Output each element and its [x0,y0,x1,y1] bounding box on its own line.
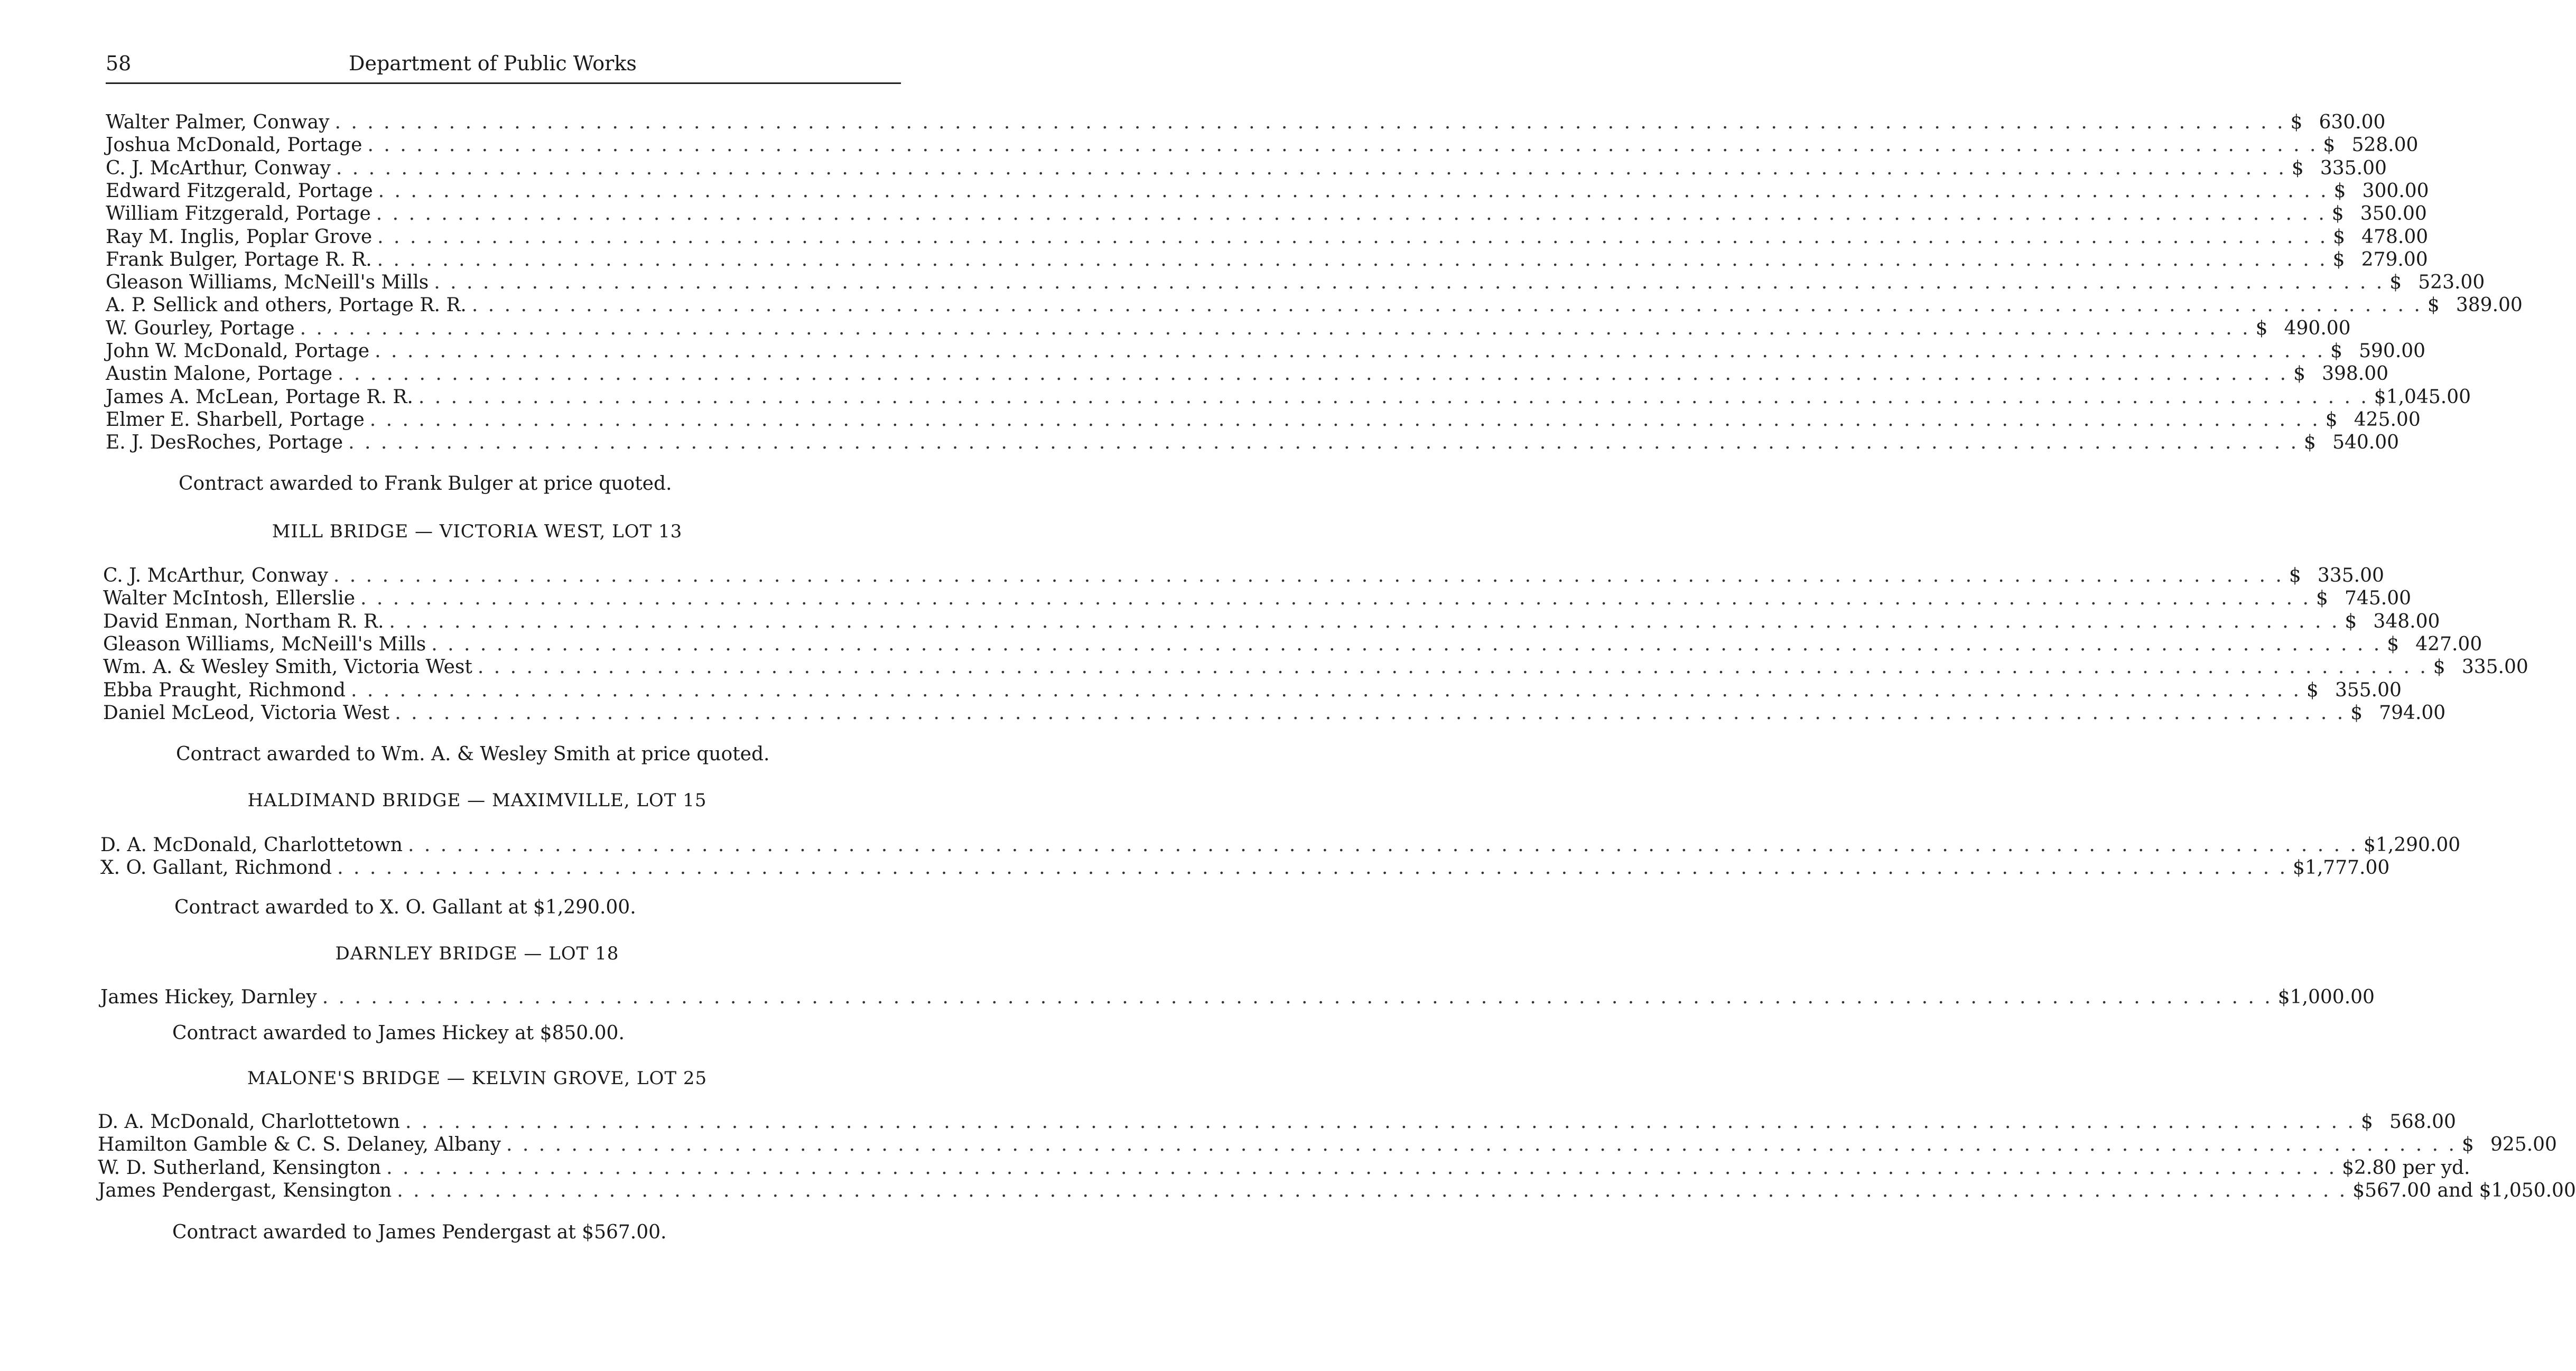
contract-award-note: Contract awarded to James Pendergast at $567.00. [172,1221,667,1243]
tender-row [106,248,2428,271]
amount-value: 540.00 [2332,432,2400,454]
dot-leader: . . . . . . . . . . . . . . . . . . . . . . . . . . . . . . . . . . . . . . . . . . . . . . . . . . . . . . . . . . . . . . . . . . . . . . . . . . . . . . . . . . . . . . . . . . . . . . . . . . . . . . . . . . . . . . . . . . . . . . . . [334,111,2285,133]
dot-leader: . . . . . . . . . . . . . . . . . . . . . . . . . . . . . . . . . . . . . . . . . . . . . . . . . . . . . . . . . . . . . . . . . . . . . . . . . . . . . . . . . . . . . . . . . . . . . . . . . . . . . . . . . . . . . . . . . . . . . . . . [333,565,2284,586]
tenderer-name: Ray M. Inglis, Poplar Grove [106,226,373,248]
dollar-sign: $ [2316,587,2328,610]
amount-value: 528.00 [2351,134,2419,156]
dot-leader: . . . . . . . . . . . . . . . . . . . . . . . . . . . . . . . . . . . . . . . . . . . . . . . . . . . . . . . . . . . . . . . . . . . . . . . . . . . . . . . . . . . . . . . . . . . . . . . . . . . . . . . . . . . . . . . . . . . . . . . . [389,610,2340,632]
amount-value: $2.80 per yd. [2342,1157,2470,1179]
tender-row [106,340,2426,362]
tender-row [106,157,2387,180]
tender-row [106,271,2485,294]
tender-amount [2327,202,2427,225]
tender-row [100,856,2390,879]
tenderer-name: Elmer E. Sharbell, Portage [106,408,365,431]
tender-amount [2284,564,2384,587]
section-heading: MALONE'S BRIDGE — KELVIN GROVE, LOT 25 [247,1068,708,1089]
tender-row [106,317,2351,340]
amount-value: 389.00 [2456,294,2523,316]
dot-leader: . . . . . . . . . . . . . . . . . . . . . . . . . . . . . . . . . . . . . . . . . . . . . . . . . . . . . . . . . . . . . . . . . . . . . . . . . . . . . . . . . . . . . . . . . . . . . . . . . . . . . . . . . . . . . . . . . . . . . . . . [506,1134,2457,1156]
tenderer-name: Joshua McDonald, Portage [106,134,362,156]
tenderer-name: D. A. McDonald, Charlottetown [100,834,403,856]
dollar-sign: $ [2345,610,2357,632]
tender-row [106,180,2429,202]
tender-row [103,679,2402,702]
tender-row [103,564,2384,587]
tender-row [98,1179,2576,1202]
contract-award-note: Contract awarded to James Hickey at $850.00. [172,1022,625,1044]
tenderer-name: C. J. McArthur, Conway [103,565,328,586]
tender-row [106,202,2427,225]
tender-amount [2428,656,2528,678]
tender-row [106,408,2421,431]
dollar-sign: $ [2389,272,2402,294]
contract-award-note: Contract awarded to Wm. A. & Wesley Smith at price quoted. [176,743,770,765]
amount-value: 745.00 [2345,587,2411,610]
tender-row [103,633,2482,656]
dot-leader: . . . . . . . . . . . . . . . . . . . . . . . . . . . . . . . . . . . . . . . . . . . . . . . . . . . . . . . . . . . . . . . . . . . . . . . . . . . . . . . . . . . . . . . . . . . . . . . . . . . . . . . . . . . . . . . . . . . . . . . . [336,157,2286,179]
dot-leader: . . . . . . . . . . . . . . . . . . . . . . . . . . . . . . . . . . . . . . . . . . . . . . . . . . . . . . . . . . . . . . . . . . . . . . . . . . . . . . . . . . . . . . . . . . . . . . . . . . . . . . . . . . . . . . . . . . . . . . . . [367,134,2318,156]
amount-value: 478.00 [2361,226,2429,248]
tender-row [106,226,2429,248]
amount-value: 590.00 [2359,340,2426,362]
dollar-sign: $ [2304,432,2316,454]
dollar-sign: $ [2255,317,2268,339]
dot-leader: . . . . . . . . . . . . . . . . . . . . . . . . . . . . . . . . . . . . . . . . . . . . . . . . . . . . . . . . . . . . . . . . . . . . . . . . . . . . . . . . . . . . . . . . . . . . . . . . . . . . . . . . . . . . . . . . . . . . . . . . [376,203,2327,225]
dot-leader: . . . . . . . . . . . . . . . . . . . . . . . . . . . . . . . . . . . . . . . . . . . . . . . . . . . . . . . . . . . . . . . . . . . . . . . . . . . . . . . . . . . . . . . . . . . . . . . . . . . . . . . . . . . . . . . . . . . . . . . . [434,272,2385,294]
tender-row [103,610,2440,633]
dot-leader: . . . . . . . . . . . . . . . . . . . . . . . . . . . . . . . . . . . . . . . . . . . . . . . . . . . . . . . . . . . . . . . . . . . . . . . . . . . . . . . . . . . . . . . . . . . . . . . . . . . . . . . . . . . . . . . . . . . . . . . . [386,1157,2337,1179]
tender-row [106,386,2471,408]
tenderer-name: Gleason Williams, McNeill's Mills [103,633,426,655]
dollar-sign: $ [2333,180,2346,202]
dollar-sign: $ [2331,203,2344,225]
dollar-sign: $ [2387,633,2400,655]
dot-leader: . . . . . . . . . . . . . . . . . . . . . . . . . . . . . . . . . . . . . . . . . . . . . . . . . . . . . . . . . . . . . . . . . . . . . . . . . . . . . . . . . . . . . . . . . . . . . . . . . . . . . . . . . . . . . . . . . . . . . . . . [350,679,2301,701]
dollar-sign: $ [2289,565,2301,586]
dot-leader: . . . . . . . . . . . . . . . . . . . . . . . . . . . . . . . . . . . . . . . . . . . . . . . . . . . . . . . . . . . . . . . . . . . . . . . . . . . . . . . . . . . . . . . . . . . . . . . . . . . . . . . . . . . . . . . . . . . . . . . . [418,386,2369,408]
tender-row [106,111,2386,134]
dot-leader: . . . . . . . . . . . . . . . . . . . . . . . . . . . . . . . . . . . . . . . . . . . . . . . . . . . . . . . . . . . . . . . . . . . . . . . . . . . . . . . . . . . . . . . . . . . . . . . . . . . . . . . . . . . . . . . . . . . . . . . . [377,248,2328,271]
dollar-sign: $ [2360,1111,2373,1133]
tender-amount [2311,587,2411,610]
tenderer-name: Austin Malone, Portage [106,363,333,385]
dot-leader: . . . . . . . . . . . . . . . . . . . . . . . . . . . . . . . . . . . . . . . . . . . . . . . . . . . . . . . . . . . . . . . . . . . . . . . . . . . . . . . . . . . . . . . . . . . . . . . . . . . . . . . . . . . . . . . . . . . . . . . . [338,363,2289,385]
tender-amount [2273,986,2375,1009]
amount-value: 348.00 [2373,610,2440,632]
tender-row [103,656,2528,678]
tender-row [106,431,2400,454]
tender-amount [2286,157,2387,180]
dollar-sign: $ [2332,248,2345,271]
tender-amount [2384,271,2485,294]
amount-value: 398.00 [2322,363,2389,385]
tender-amount [2328,248,2428,271]
tenderer-name: Hamilton Gamble & C. S. Delaney, Albany [98,1134,501,1156]
dollar-sign: $ [2427,294,2440,316]
section-heading: HALDIMAND BRIDGE — MAXIMVILLE, LOT 15 [247,790,707,811]
dollar-sign: $ [2333,226,2346,248]
tenderer-name: Frank Bulger, Portage R. R. [106,248,372,271]
amount-value: 279.00 [2361,248,2428,271]
tenderer-name: Daniel McLeod, Victoria West [103,702,390,724]
contract-award-note: Contract awarded to Frank Bulger at price quoted. [179,473,672,495]
dollar-sign: $ [2293,363,2305,385]
tender-amount [2457,1133,2557,1156]
tender-amount [2285,111,2385,134]
tender-amount [2288,362,2388,385]
tenderer-name: James A. McLean, Portage R. R. [106,386,413,408]
tender-amount [2422,294,2523,316]
section-heading: MILL BRIDGE — VICTORIA WEST, LOT 13 [272,521,683,542]
amount-value: 427.00 [2415,633,2482,655]
tender-row [103,587,2411,610]
tenderer-name: D. A. McDonald, Charlottetown [98,1111,400,1133]
tender-amount [2299,431,2399,454]
amount-value: 925.00 [2490,1134,2557,1156]
amount-value: $1,045.00 [2374,386,2471,408]
amount-value: $1,000.00 [2277,986,2375,1008]
tender-amount [2356,1111,2456,1133]
tender-row [100,986,2375,1009]
section-heading: DARNLEY BRIDGE — LOT 18 [335,943,619,964]
dot-leader: . . . . . . . . . . . . . . . . . . . . . . . . . . . . . . . . . . . . . . . . . . . . . . . . . . . . . . . . . . . . . . . . . . . . . . . . . . . . . . . . . . . . . . . . . . . . . . . . . . . . . . . . . . . . . . . . . . . . . . . . [477,656,2428,678]
tender-amount [2358,834,2460,856]
tender-amount [2329,180,2429,202]
dot-leader: . . . . . . . . . . . . . . . . . . . . . . . . . . . . . . . . . . . . . . . . . . . . . . . . . . . . . . . . . . . . . . . . . . . . . . . . . . . . . . . . . . . . . . . . . . . . . . . . . . . . . . . . . . . . . . . . . . . . . . . . [407,834,2358,856]
amount-value: 335.00 [2317,565,2384,586]
tender-amount [2382,633,2482,656]
tender-amount [2320,408,2421,431]
dollar-sign: $ [2461,1134,2474,1156]
tender-amount [2250,317,2351,340]
tenderer-name: Gleason Williams, McNeill's Mills [106,272,429,294]
contract-award-note: Contract awarded to X. O. Gallant at $1,290.00. [174,897,636,918]
dot-leader: . . . . . . . . . . . . . . . . . . . . . . . . . . . . . . . . . . . . . . . . . . . . . . . . . . . . . . . . . . . . . . . . . . . . . . . . . . . . . . . . . . . . . . . . . . . . . . . . . . . . . . . . . . . . . . . . . . . . . . . . [395,702,2346,724]
dollar-sign: $ [2291,157,2304,179]
dot-leader: . . . . . . . . . . . . . . . . . . . . . . . . . . . . . . . . . . . . . . . . . . . . . . . . . . . . . . . . . . . . . . . . . . . . . . . . . . . . . . . . . . . . . . . . . . . . . . . . . . . . . . . . . . . . . . . . . . . . . . . . [322,986,2273,1008]
dot-leader: . . . . . . . . . . . . . . . . . . . . . . . . . . . . . . . . . . . . . . . . . . . . . . . . . . . . . . . . . . . . . . . . . . . . . . . . . . . . . . . . . . . . . . . . . . . . . . . . . . . . . . . . . . . . . . . . . . . . . . . . [369,408,2320,431]
tender-amount [2337,1157,2470,1179]
dollar-sign: $ [2290,111,2303,133]
amount-value: 490.00 [2284,317,2351,339]
tenderer-name: William Fitzgerald, Portage [106,203,371,225]
amount-value: 568.00 [2389,1111,2456,1133]
amount-value: $1,290.00 [2363,834,2461,856]
tender-row [98,1111,2456,1133]
running-header [106,49,901,84]
amount-value: $567.00 and $1,050.00 [2352,1179,2576,1201]
amount-value: 794.00 [2379,702,2446,724]
amount-value: 523.00 [2418,272,2485,294]
dot-leader: . . . . . . . . . . . . . . . . . . . . . . . . . . . . . . . . . . . . . . . . . . . . . . . . . . . . . . . . . . . . . . . . . . . . . . . . . . . . . . . . . . . . . . . . . . . . . . . . . . . . . . . . . . . . . . . . . . . . . . . . [405,1111,2356,1133]
dot-leader: . . . . . . . . . . . . . . . . . . . . . . . . . . . . . . . . . . . . . . . . . . . . . . . . . . . . . . . . . . . . . . . . . . . . . . . . . . . . . . . . . . . . . . . . . . . . . . . . . . . . . . . . . . . . . . . . . . . . . . . . [378,180,2329,202]
tender-row [106,362,2389,385]
dollar-sign: $ [2325,408,2338,431]
amount-value: 355.00 [2335,679,2402,701]
tenderer-name: E. J. DesRoches, Portage [106,432,343,454]
amount-value: 630.00 [2319,111,2386,133]
dollar-sign: $ [2306,679,2319,701]
amount-value: $1,777.00 [2293,857,2390,879]
tender-amount [2325,340,2425,362]
tender-row [100,834,2461,856]
tenderer-name: James Hickey, Darnley [100,986,317,1008]
tender-amount [2318,134,2418,156]
amount-value: 335.00 [2320,157,2387,179]
tenderer-name: John W. McDonald, Portage [106,340,370,362]
tender-amount [2328,226,2428,248]
tenderer-name: X. O. Gallant, Richmond [100,857,332,879]
tenderer-name: David Enman, Northam R. R. [103,610,384,632]
page-header-title: Department of Public Works [349,52,637,75]
amount-value: 300.00 [2362,180,2429,202]
tender-amount [2347,1179,2576,1202]
tender-amount [2287,856,2389,879]
tenderer-name: C. J. McArthur, Conway [106,157,331,179]
page-number: 58 [106,52,132,75]
tenderer-name: Edward Fitzgerald, Portage [106,180,373,202]
dollar-sign: $ [2330,340,2342,362]
tender-row [98,1133,2557,1156]
amount-value: 335.00 [2461,656,2528,678]
tenderer-name: Wm. A. & Wesley Smith, Victoria West [103,656,472,678]
dollar-sign: $ [2350,702,2363,724]
tender-amount [2369,386,2471,408]
tenderer-name: Walter Palmer, Conway [106,111,330,133]
dot-leader: . . . . . . . . . . . . . . . . . . . . . . . . . . . . . . . . . . . . . . . . . . . . . . . . . . . . . . . . . . . . . . . . . . . . . . . . . . . . . . . . . . . . . . . . . . . . . . . . . . . . . . . . . . . . . . . . . . . . . . . . [360,587,2311,610]
dot-leader: . . . . . . . . . . . . . . . . . . . . . . . . . . . . . . . . . . . . . . . . . . . . . . . . . . . . . . . . . . . . . . . . . . . . . . . . . . . . . . . . . . . . . . . . . . . . . . . . . . . . . . . . . . . . . . . . . . . . . . . . [377,226,2328,248]
dot-leader: . . . . . . . . . . . . . . . . . . . . . . . . . . . . . . . . . . . . . . . . . . . . . . . . . . . . . . . . . . . . . . . . . . . . . . . . . . . . . . . . . . . . . . . . . . . . . . . . . . . . . . . . . . . . . . . . . . . . . . . . [397,1179,2348,1201]
amount-value: 425.00 [2354,408,2421,431]
dot-leader: . . . . . . . . . . . . . . . . . . . . . . . . . . . . . . . . . . . . . . . . . . . . . . . . . . . . . . . . . . . . . . . . . . . . . . . . . . . . . . . . . . . . . . . . . . . . . . . . . . . . . . . . . . . . . . . . . . . . . . . . [300,317,2250,339]
dollar-sign: $ [2433,656,2445,678]
dot-leader: . . . . . . . . . . . . . . . . . . . . . . . . . . . . . . . . . . . . . . . . . . . . . . . . . . . . . . . . . . . . . . . . . . . . . . . . . . . . . . . . . . . . . . . . . . . . . . . . . . . . . . . . . . . . . . . . . . . . . . . . [471,294,2422,316]
tender-amount [2301,679,2402,702]
amount-value: 350.00 [2360,203,2427,225]
tenderer-name: W. Gourley, Portage [106,317,295,339]
tender-amount [2339,610,2440,633]
tenderer-name: Walter McIntosh, Ellerslie [103,587,356,610]
dot-leader: . . . . . . . . . . . . . . . . . . . . . . . . . . . . . . . . . . . . . . . . . . . . . . . . . . . . . . . . . . . . . . . . . . . . . . . . . . . . . . . . . . . . . . . . . . . . . . . . . . . . . . . . . . . . . . . . . . . . . . . . [337,857,2288,879]
tenderer-name: W. D. Sutherland, Kensington [98,1157,382,1179]
tender-row [106,294,2523,316]
tenderer-name: James Pendergast, Kensington [98,1179,392,1201]
tenderer-name: Ebba Praught, Richmond [103,679,346,701]
dot-leader: . . . . . . . . . . . . . . . . . . . . . . . . . . . . . . . . . . . . . . . . . . . . . . . . . . . . . . . . . . . . . . . . . . . . . . . . . . . . . . . . . . . . . . . . . . . . . . . . . . . . . . . . . . . . . . . . . . . . . . . . [431,633,2382,655]
dollar-sign: $ [2323,134,2336,156]
tenderer-name: A. P. Sellick and others, Portage R. R. [106,294,467,316]
tender-row [103,702,2446,724]
tender-row [98,1157,2470,1179]
dot-leader: . . . . . . . . . . . . . . . . . . . . . . . . . . . . . . . . . . . . . . . . . . . . . . . . . . . . . . . . . . . . . . . . . . . . . . . . . . . . . . . . . . . . . . . . . . . . . . . . . . . . . . . . . . . . . . . . . . . . . . . . [348,432,2299,454]
tender-row [106,134,2419,156]
dot-leader: . . . . . . . . . . . . . . . . . . . . . . . . . . . . . . . . . . . . . . . . . . . . . . . . . . . . . . . . . . . . . . . . . . . . . . . . . . . . . . . . . . . . . . . . . . . . . . . . . . . . . . . . . . . . . . . . . . . . . . . . [375,340,2326,362]
tender-amount [2345,702,2445,724]
